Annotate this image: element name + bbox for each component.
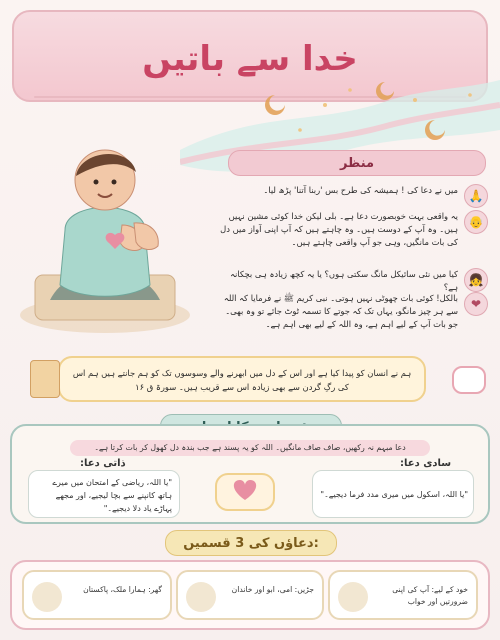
scene-row-4-text: بالکل! کوئی بات چھوٹی نہیں ہوتی۔ نبی کریم ﷺ نے فرمایا کہ اللہ سے ہر چیز مانگو، یہاں تک کہ جوتے کا تسمہ ٹوٹ جائے تو وہ بھی۔ جو بات آپ کے لیے اہم ہے، وہ اللہ کے لیے بھی اہم ہے۔ [223, 293, 458, 329]
type-home-text: گھر: ہمارا ملک، پاکستان [83, 585, 162, 594]
type-card-roots [176, 570, 324, 620]
scene-row-1-text: میں نے دعا کی ! ہمیشہ کی طرح بس 'ربنا آتنا' پڑھ لیا۔ [263, 185, 458, 195]
heart-icon: ❤ [464, 292, 488, 316]
scene-row-1 [220, 184, 488, 208]
grandparent-icon: 👴 [464, 210, 488, 234]
speech-heart-icon [452, 366, 486, 394]
type-roots-text: جڑیں: امی، ابو اور خاندان [231, 585, 314, 594]
wazahat-tagline: دعا مبہم نہ رکھیں، صاف صاف مانگیں۔ اللہ کو یہ پسند ہے جب بندہ دل کھول کر بات کرتا ہے۔ [70, 440, 430, 456]
simple-dua-text: "یا اللہ، اسکول میں میری مدد فرما دیجیے۔" [320, 490, 468, 499]
quran-quote-text: ہم نے انسان کو پیدا کیا ہے اور اس کے دل میں ابھرنے والے وسوسوں تک کو ہم جانتے ہیں ہم اس کی رگِ گردن سے بھی زیادہ اس سے قریب ہیں۔ سورۃ ق ۱۶ [72, 368, 412, 392]
map-icon [338, 582, 368, 612]
scene-row-2-text: یہ واقعی بہت خوبصورت دعا ہے۔ بلی لیکن خدا کوئی مشین نہیں ہیں۔ وہ آپ کے دوست ہیں۔ وہ چاہتے ہیں کہ آپ اپنی آواز میں دل کی بات مانگیں، وہی جو آپ واقعی چاہتے ہیں۔ [220, 211, 458, 247]
specific-dua-text: "یا اللہ، ریاضی کے امتحان میں میرے ہاتھ کانپنے سے بچا لیجیے، اور مجھے پہاڑے یاد دلا دیجیے۔" [52, 478, 172, 513]
family-icon [186, 582, 216, 612]
types-title: دعاؤں کی 3 قسمیں: [183, 535, 319, 551]
page-title: خدا سے باتیں [142, 39, 358, 79]
types-title-pill [165, 530, 337, 556]
child-face-icon: 👧 [464, 268, 488, 292]
scene-row-2 [220, 210, 488, 249]
heart-badge-icon [210, 468, 280, 516]
person-heart-icon [32, 582, 62, 612]
scene-row-3-text: کیا میں نئی سائیکل مانگ سکتی ہوں؟ یا یہ کچھ زیادہ ہی بچکانہ ہے؟ [230, 269, 458, 292]
scene-row-3 [220, 268, 488, 294]
scene-title: منظر [339, 155, 375, 171]
quran-book-icon [30, 360, 60, 398]
simple-dua-title: سادی دعا: [400, 458, 452, 469]
praying-boy-illustration [10, 110, 210, 340]
scene-section [220, 166, 488, 348]
scene-row-4 [220, 292, 488, 331]
praying-hands-icon: 🙏 [464, 184, 488, 208]
type-card-home [22, 570, 172, 620]
quran-quote-box [58, 356, 426, 402]
type-card-self [328, 570, 478, 620]
specific-dua-title: ذاتی دعا: [80, 458, 126, 469]
type-self-text: خود کے لیے: آپ کی اپنی ضرورتیں اور خواب [392, 585, 468, 606]
